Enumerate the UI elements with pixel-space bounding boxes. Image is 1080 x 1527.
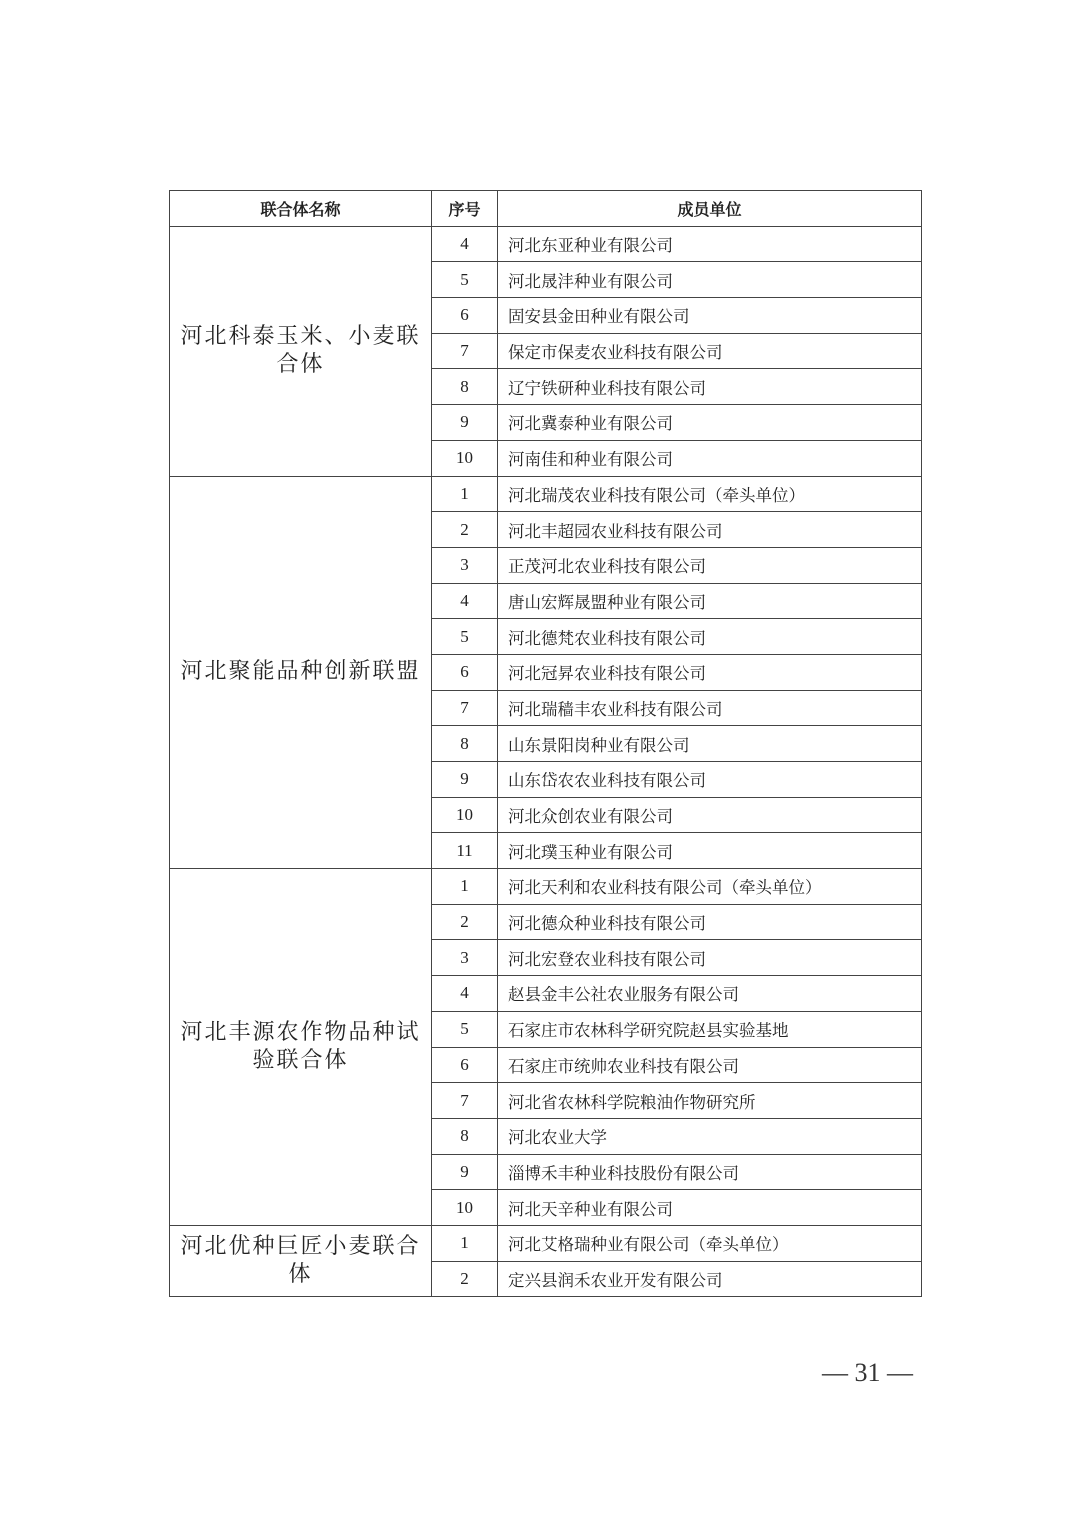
index-cell: 10 (432, 797, 498, 833)
member-cell: 河北瑞茂农业科技有限公司（牵头单位） (498, 476, 922, 512)
member-cell: 河北省农林科学院粮油作物研究所 (498, 1083, 922, 1119)
header-group-name: 联合体名称 (170, 191, 432, 227)
index-cell: 5 (432, 619, 498, 655)
index-cell: 11 (432, 833, 498, 869)
member-cell: 河北德众种业科技有限公司 (498, 904, 922, 940)
index-cell: 9 (432, 762, 498, 798)
group-name-cell: 河北丰源农作物品种试验联合体 (170, 869, 432, 1226)
index-cell: 2 (432, 512, 498, 548)
index-cell: 7 (432, 690, 498, 726)
index-cell: 6 (432, 1047, 498, 1083)
member-cell: 淄博禾丰种业科技股份有限公司 (498, 1154, 922, 1190)
index-cell: 9 (432, 1154, 498, 1190)
index-cell: 1 (432, 476, 498, 512)
member-cell: 河北晟沣种业有限公司 (498, 262, 922, 298)
index-cell: 1 (432, 1225, 498, 1261)
index-cell: 8 (432, 726, 498, 762)
header-member: 成员单位 (498, 191, 922, 227)
index-cell: 5 (432, 262, 498, 298)
group-name-cell: 河北科泰玉米、小麦联合体 (170, 226, 432, 476)
table-row (170, 476, 922, 512)
member-cell: 河北天利和农业科技有限公司（牵头单位） (498, 869, 922, 905)
table-header-row (170, 191, 922, 227)
index-cell: 10 (432, 440, 498, 476)
member-cell: 河南佳和种业有限公司 (498, 440, 922, 476)
index-cell: 4 (432, 583, 498, 619)
index-cell: 10 (432, 1190, 498, 1226)
member-cell: 定兴县润禾农业开发有限公司 (498, 1261, 922, 1297)
table-row (170, 869, 922, 905)
index-cell: 7 (432, 1083, 498, 1119)
member-cell: 赵县金丰公社农业服务有限公司 (498, 976, 922, 1012)
group-name-cell: 河北聚能品种创新联盟 (170, 476, 432, 869)
index-cell: 3 (432, 547, 498, 583)
table-row (170, 1225, 922, 1261)
member-cell: 河北冀泰种业有限公司 (498, 405, 922, 441)
member-cell: 正茂河北农业科技有限公司 (498, 547, 922, 583)
table-row (170, 226, 922, 262)
member-cell: 河北德梵农业科技有限公司 (498, 619, 922, 655)
member-cell: 石家庄市统帅农业科技有限公司 (498, 1047, 922, 1083)
member-cell: 河北冠昇农业科技有限公司 (498, 654, 922, 690)
index-cell: 8 (432, 1118, 498, 1154)
index-cell: 3 (432, 940, 498, 976)
member-cell: 河北东亚种业有限公司 (498, 226, 922, 262)
member-cell: 河北农业大学 (498, 1118, 922, 1154)
member-cell: 山东景阳岗种业有限公司 (498, 726, 922, 762)
index-cell: 2 (432, 1261, 498, 1297)
member-cell: 河北宏登农业科技有限公司 (498, 940, 922, 976)
index-cell: 2 (432, 904, 498, 940)
index-cell: 1 (432, 869, 498, 905)
page-number: — 31 — (822, 1358, 913, 1387)
index-cell: 5 (432, 1011, 498, 1047)
member-cell: 河北丰超园农业科技有限公司 (498, 512, 922, 548)
index-cell: 4 (432, 976, 498, 1012)
member-cell: 河北众创农业有限公司 (498, 797, 922, 833)
member-cell: 保定市保麦农业科技有限公司 (498, 333, 922, 369)
index-cell: 6 (432, 654, 498, 690)
member-cell: 河北璞玉种业有限公司 (498, 833, 922, 869)
member-cell: 固安县金田种业有限公司 (498, 298, 922, 334)
member-cell: 辽宁铁研种业科技有限公司 (498, 369, 922, 405)
member-cell: 河北天辛种业有限公司 (498, 1190, 922, 1226)
member-cell: 石家庄市农林科学研究院赵县实验基地 (498, 1011, 922, 1047)
member-units-table (169, 190, 922, 1297)
index-cell: 9 (432, 405, 498, 441)
group-name-cell: 河北优种巨匠小麦联合体 (170, 1225, 432, 1296)
index-cell: 7 (432, 333, 498, 369)
index-cell: 8 (432, 369, 498, 405)
member-cell: 唐山宏辉晟盟种业有限公司 (498, 583, 922, 619)
member-cell: 河北艾格瑞种业有限公司（牵头单位） (498, 1225, 922, 1261)
header-index: 序号 (432, 191, 498, 227)
member-cell: 山东岱农农业科技有限公司 (498, 762, 922, 798)
member-cell: 河北瑞穑丰农业科技有限公司 (498, 690, 922, 726)
index-cell: 4 (432, 226, 498, 262)
index-cell: 6 (432, 298, 498, 334)
